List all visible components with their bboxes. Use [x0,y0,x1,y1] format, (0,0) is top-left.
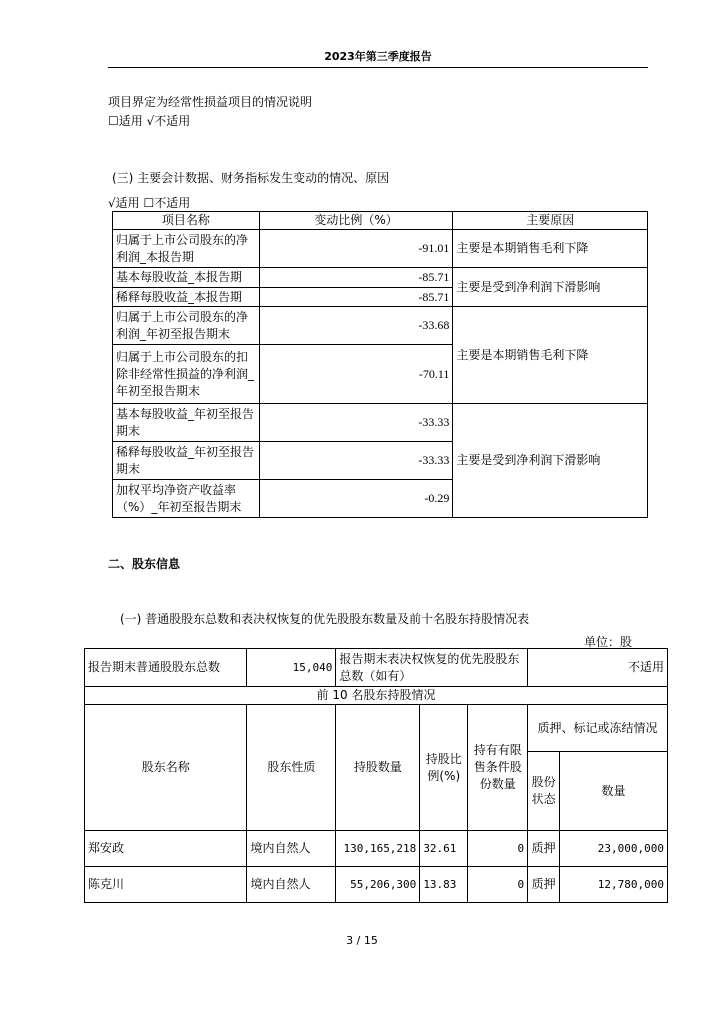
change-ratio: -33.33 [259,442,453,480]
page-header-title: 2023年第三季度报告 [324,50,432,63]
header-shareholder-name: 股东名称 [85,705,247,831]
table-row [113,307,648,345]
main-reason: 主要是本期销售毛利下降 [453,307,648,404]
change-ratio: -70.11 [259,345,453,404]
section2-title: 二、股东信息 [108,557,181,571]
holding-ratio: 13.83 [420,867,468,903]
unit-label: 单位：股 [584,635,633,649]
item-name: 归属于上市公司股东的净利润_本报告期 [113,230,260,268]
header-pledge-info: 质押、标记或冻结情况 [528,705,668,752]
header-shareholder-nature: 股东性质 [247,705,336,831]
summary-row [85,649,668,687]
header-divider [108,67,648,68]
change-ratio: -33.33 [259,404,453,442]
change-ratio: -0.29 [259,480,453,518]
item-name: 归属于上市公司股东的净利润_年初至报告期末 [113,307,260,345]
shareholders-title: (一) 普通股股东总数和表决权恢复的优先股股东数量及前十名股东持股情况表 [120,612,530,626]
pref-holders-value: 不适用 [528,649,668,687]
main-reason: 主要是受到净利润下滑影响 [453,404,648,518]
total-holders-label: 报告期末普通股股东总数 [85,649,247,687]
holding-quantity: 55,206,300 [336,867,420,903]
item-name: 基本每股收益_本报告期 [113,268,260,288]
restricted-shares: 0 [468,831,528,867]
item-name: 稀释每股收益_本报告期 [113,288,260,307]
table-row [113,268,648,288]
shareholders-table [84,648,668,903]
header-main-reason: 主要原因 [453,212,648,230]
shareholder-nature: 境内自然人 [247,831,336,867]
main-reason: 主要是本期销售毛利下降 [453,230,648,268]
item-name: 稀释每股收益_年初至报告期末 [113,442,260,480]
header-holding-ratio: 持股比例(%) [420,705,468,831]
table-row [113,230,648,268]
shareholder-nature: 境内自然人 [247,867,336,903]
table-row [113,404,648,442]
header-restricted-shares: 持有有限售条件股份数量 [468,705,528,831]
share-status: 质押 [528,831,560,867]
header-share-status: 股份状态 [528,752,560,831]
nonrecurring-options: ☐适用 √不适用 [108,114,191,128]
top10-label: 前 10 名股东持股情况 [85,687,668,705]
table-row [85,831,668,867]
section3-title: (三) 主要会计数据、财务指标发生变动的情况、原因 [112,171,390,185]
total-holders-value: 15,040 [247,649,336,687]
header-holding-quantity: 持股数量 [336,705,420,831]
nonrecurring-title: 项目界定为经常性损益项目的情况说明 [108,95,313,109]
header-item-name: 项目名称 [113,212,260,230]
shareholder-name: 郑安政 [85,831,247,867]
table-header-row [113,212,648,230]
holding-ratio: 32.61 [420,831,468,867]
table-row [85,867,668,903]
header-pledge-amount: 数量 [560,752,668,831]
item-name: 归属于上市公司股东的扣除非经常性损益的净利润_年初至报告期末 [113,345,260,404]
change-ratio: -85.71 [259,268,453,288]
pledge-amount: 23,000,000 [560,831,668,867]
header-change-ratio: 变动比例（%） [259,212,453,230]
section3-options: √适用 ☐不适用 [108,196,191,210]
top10-row [85,687,668,705]
item-name: 基本每股收益_年初至报告期末 [113,404,260,442]
restricted-shares: 0 [468,867,528,903]
pledge-amount: 12,780,000 [560,867,668,903]
share-status: 质押 [528,867,560,903]
change-ratio: -85.71 [259,288,453,307]
change-reasons-table [112,211,648,518]
pref-holders-label: 报告期末表决权恢复的优先股股东总数（如有） [336,649,528,687]
main-reason: 主要是受到净利润下滑影响 [453,268,648,307]
change-ratio: -91.01 [259,230,453,268]
change-ratio: -33.68 [259,307,453,345]
page-number: 3 / 15 [346,934,378,947]
item-name: 加权平均净资产收益率（%）_年初至报告期末 [113,480,260,518]
holding-quantity: 130,165,218 [336,831,420,867]
shareholder-name: 陈克川 [85,867,247,903]
header-row [85,705,668,752]
